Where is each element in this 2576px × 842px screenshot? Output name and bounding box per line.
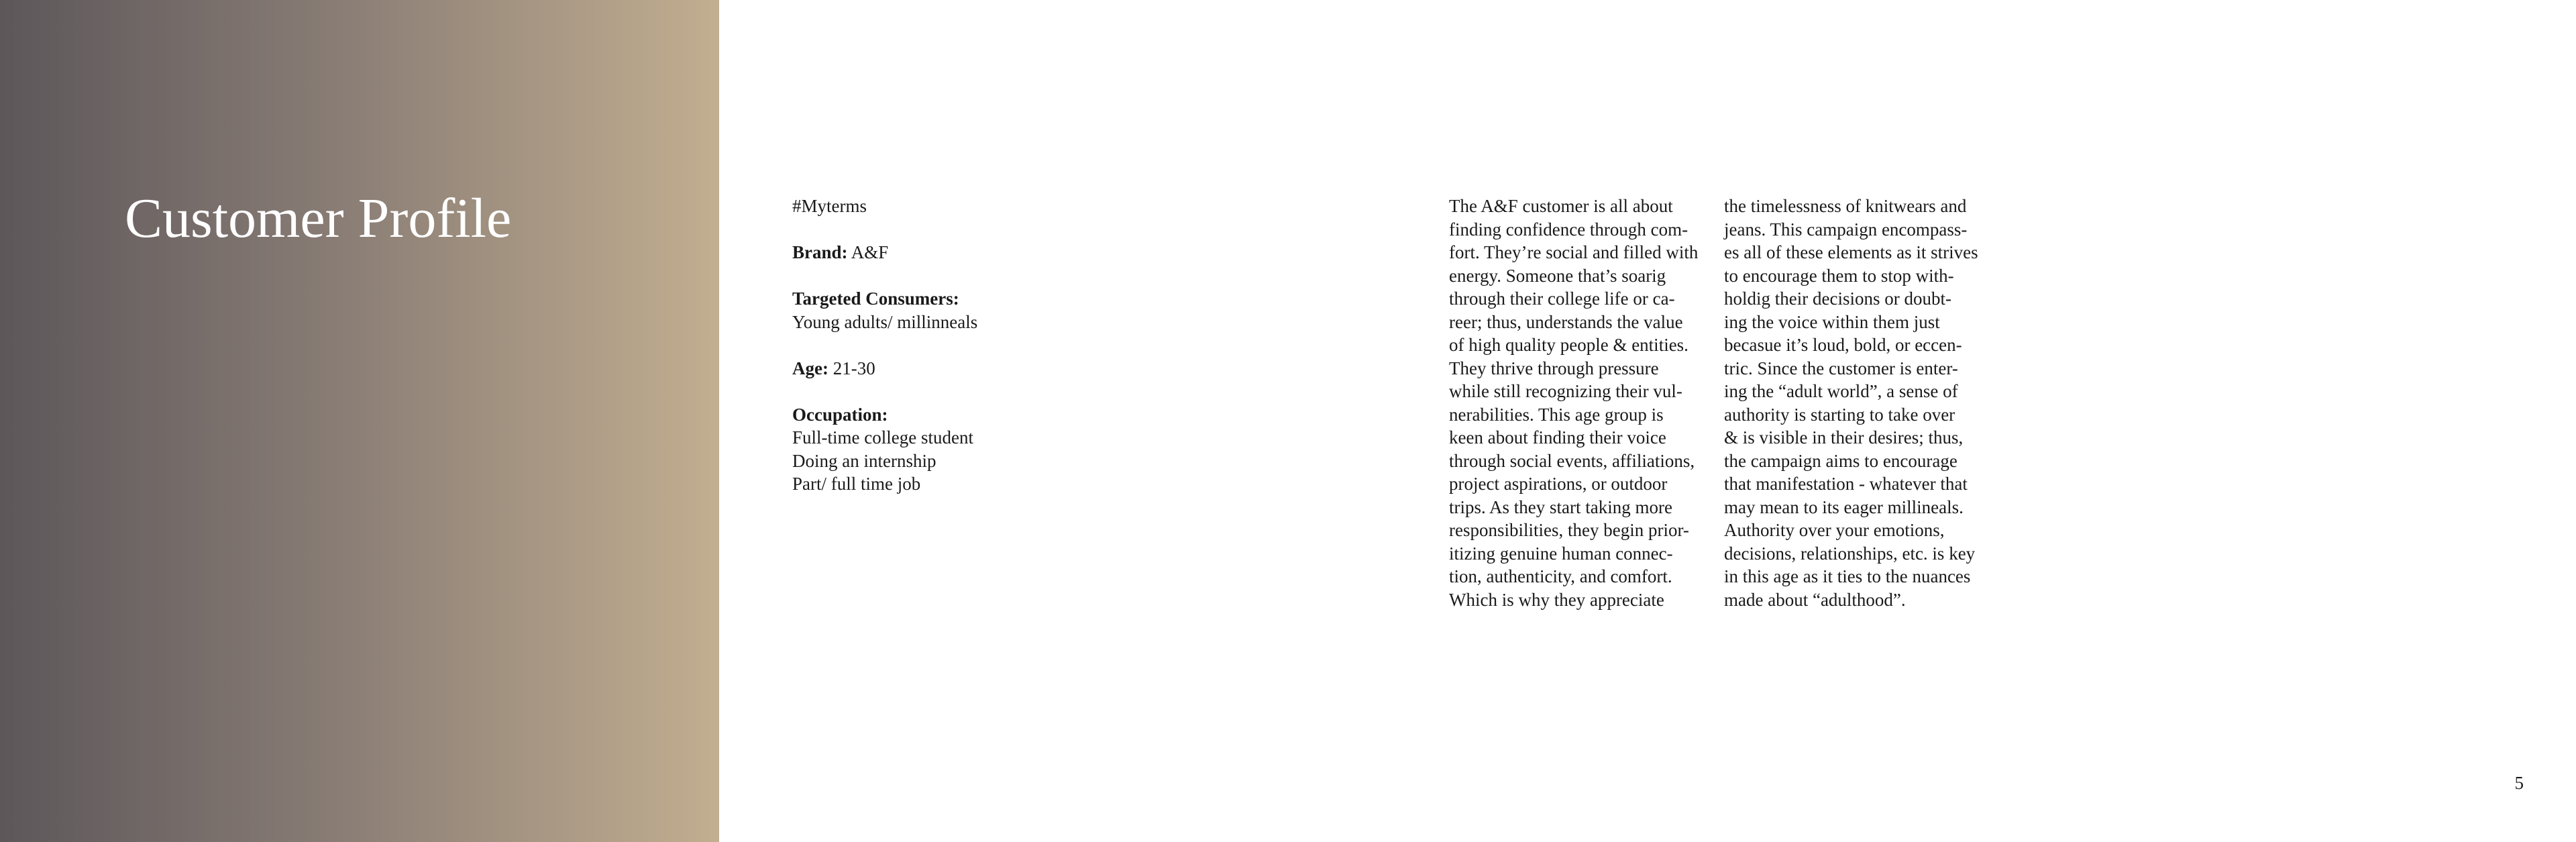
occupation-block: [792, 403, 1195, 496]
text-line: of high quality people & entities.: [1449, 335, 1688, 355]
gradient-side-panel: [0, 0, 719, 842]
text-line: ing the voice within them just: [1724, 311, 1940, 332]
text-line: & is visible in their desires; thus,: [1724, 427, 1964, 448]
brand-block: [792, 241, 1195, 264]
text-line: responsibilities, they begin prior-: [1449, 520, 1689, 540]
text-line: through their college life or ca-: [1449, 288, 1675, 309]
text-line: decisions, relationships, etc. is key: [1724, 543, 1976, 564]
text-line: the timelessness of knitwears and: [1724, 196, 1967, 216]
text-line: Which is why they appreciate: [1449, 589, 1664, 610]
text-line: made about “adulthood”.: [1724, 589, 1906, 610]
text-line: nerabilities. This age group is: [1449, 404, 1664, 425]
hashtag-block: [792, 195, 1195, 218]
hashtag: #Myterms: [792, 196, 867, 216]
customer-profile-details: [792, 195, 1195, 519]
text-line: in this age as it ties to the nuances: [1724, 566, 1971, 586]
text-line: trips. As they start taking more: [1449, 496, 1672, 517]
targeted-consumers-value: Young adults/ millinneals: [792, 311, 978, 332]
text-line: energy. Someone that’s soarig: [1449, 265, 1666, 286]
text-line: may mean to its eager millineals.: [1724, 496, 1964, 517]
targeted-consumers-block: [792, 287, 1195, 333]
text-line: es all of these elements as it strives: [1724, 242, 1978, 262]
text-line: that manifestation - whatever that: [1724, 474, 1968, 494]
text-line: Authority over your emotions,: [1724, 520, 1945, 540]
text-line: while still recognizing their vul-: [1449, 381, 1682, 401]
age-block: [792, 357, 1195, 380]
text-line: reer; thus, understands the value: [1449, 311, 1683, 332]
occupation-label: Occupation:: [792, 404, 888, 425]
text-line: jeans. This campaign encompass-: [1724, 219, 1968, 240]
text-line: through social events, affiliations,: [1449, 450, 1695, 471]
body-text-column-2: [1724, 195, 1989, 611]
text-line: to encourage them to stop with-: [1724, 265, 1954, 286]
brand-value: A&F: [851, 242, 889, 262]
text-line: holdig their decisions or doubt-: [1724, 288, 1951, 309]
occupation-item: Part/ full time job: [792, 474, 921, 494]
occupation-item: Doing an internship: [792, 450, 936, 471]
text-line: tion, authenticity, and comfort.: [1449, 566, 1672, 586]
text-line: becasue it’s loud, bold, or eccen-: [1724, 335, 1962, 355]
occupation-item: Full-time college student: [792, 427, 973, 448]
text-line: tric. Since the customer is enter-: [1724, 358, 1958, 378]
targeted-consumers-label: Targeted Consumers:: [792, 288, 959, 309]
age-value: 21-30: [833, 358, 875, 378]
page-number: 5: [2514, 773, 2524, 793]
text-line: project aspirations, or outdoor: [1449, 474, 1668, 494]
text-line: itizing genuine human connec-: [1449, 543, 1673, 564]
text-line: The A&F customer is all about: [1449, 196, 1673, 216]
age-label: Age:: [792, 358, 828, 378]
text-line: finding confidence through com-: [1449, 219, 1688, 240]
text-line: fort. They’re social and filled with: [1449, 242, 1699, 262]
text-line: ing the “adult world”, a sense of: [1724, 381, 1958, 401]
text-line: authority is starting to take over: [1724, 404, 1955, 425]
body-text-column-1: [1449, 195, 1714, 611]
text-line: the campaign aims to encourage: [1724, 450, 1957, 471]
text-line: They thrive through pressure: [1449, 358, 1659, 378]
brand-label: Brand:: [792, 242, 848, 262]
page-title: Customer Profile: [125, 187, 512, 250]
text-line: keen about finding their voice: [1449, 427, 1666, 448]
